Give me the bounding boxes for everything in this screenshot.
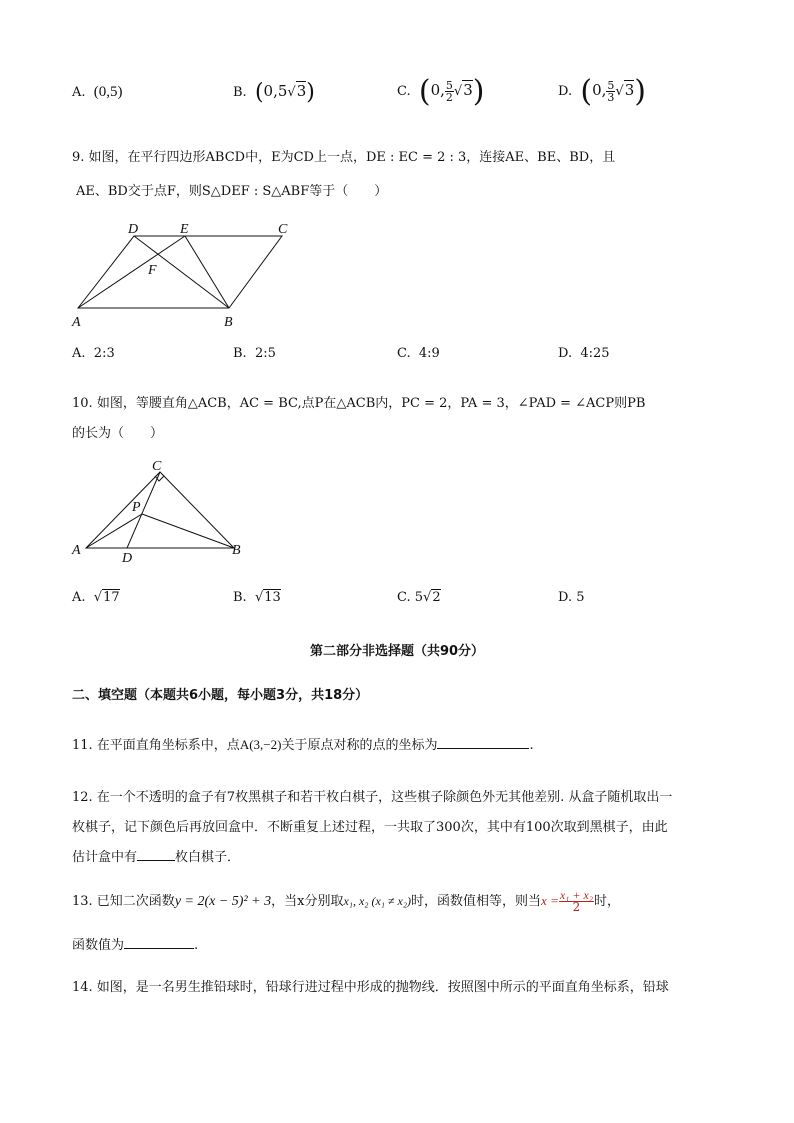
q9-stem-line1: 9. 如图，在平行四边形ABCD中，E为CD上一点，DE : EC = 2 : 3，连接AE、BE、BD，且 bbox=[72, 150, 616, 165]
q10-option-c: C. 5√2 bbox=[397, 590, 441, 605]
section2-title: 二、填空题（本题共6小题，每小题3分，共18分） bbox=[72, 688, 369, 703]
q9-option-c: C. 4:9 bbox=[397, 346, 440, 361]
q9-option-a: A. 2:3 bbox=[72, 346, 115, 361]
q10-label-d: D bbox=[122, 551, 133, 566]
q8-option-c: C. (0, $\frac{5}{2}$ √3) bbox=[397, 74, 485, 109]
q9-figure bbox=[68, 218, 300, 330]
q10-option-b: B. √13 bbox=[233, 590, 281, 605]
q11-stem: 11. 在平面直角坐标系中，点A(3,−2)关于原点对称的点的坐标为 . bbox=[72, 737, 534, 753]
q10-stem-line2: 的长为（ ） bbox=[72, 426, 164, 441]
q10-option-d: D. 5 bbox=[558, 590, 585, 605]
q10-label-p: P bbox=[132, 500, 141, 515]
q10-label-b: B bbox=[232, 543, 241, 558]
q12-line1: 12. 在一个不透明的盒子有7枚黑棋子和若干枚白棋子，这些棋子除颜色外无其他差别. 从盒子随机取出一 bbox=[72, 790, 673, 805]
q9-option-d: D. 4:25 bbox=[558, 346, 610, 361]
part2-title: 第二部分非选择题（共90分） bbox=[309, 644, 485, 659]
q10-label-a: A bbox=[72, 543, 81, 558]
q8-option-b: B. (0,5√3) bbox=[233, 80, 315, 105]
q12-line3: 估计盒中有 枚白棋子． bbox=[72, 850, 241, 865]
q9-label-b: B bbox=[224, 315, 233, 330]
q9-label-a: A bbox=[72, 315, 81, 330]
q9-label-e: E bbox=[180, 222, 189, 237]
q10-figure bbox=[68, 456, 248, 566]
q10-stem-line1: 10. 如图，等腰直角△ACB，AC = BC,点P在△ACB内，PC = 2，PA = 3，∠PAD = ∠ACP则PB bbox=[72, 396, 646, 411]
q10-option-a: A. √17 bbox=[72, 590, 120, 605]
q9-label-d: D bbox=[128, 222, 139, 237]
q9-option-b: B. 2:5 bbox=[233, 346, 276, 361]
q9-stem-line2: AE、BD交于点F，则S△DEF : S△ABF等于（ ） bbox=[76, 184, 388, 199]
q12-line2: 枚棋子，记下颜色后再放回盒中．不断重复上述过程，一共取了300次，其中有100次取到黑棋子，由此 bbox=[72, 820, 668, 835]
q14-line1: 14. 如图，是一名男生推铅球时，铅球行进过程中形成的抛物线．按照图中所示的平面直角坐标系，铅球 bbox=[72, 980, 669, 995]
q9-label-c: C bbox=[278, 222, 288, 237]
q9-label-f: F bbox=[148, 263, 157, 278]
q10-label-c: C bbox=[152, 459, 162, 474]
q8-option-a: A. (0,5) bbox=[72, 84, 123, 100]
q13-line1: 13. 已知二次函数y = 2(x − 5)² + 3，当x分别取x₁, x₂ (x₁ ≠ x₂)时，函数值相等，则当x = $\frac{\text{x₁ + x₂}}{2}$ 时， bbox=[72, 888, 620, 914]
q8-option-d: D. (0, $\frac{5}{3}$ √3) bbox=[558, 74, 646, 109]
q13-line2: 函数值为 . bbox=[72, 938, 199, 953]
